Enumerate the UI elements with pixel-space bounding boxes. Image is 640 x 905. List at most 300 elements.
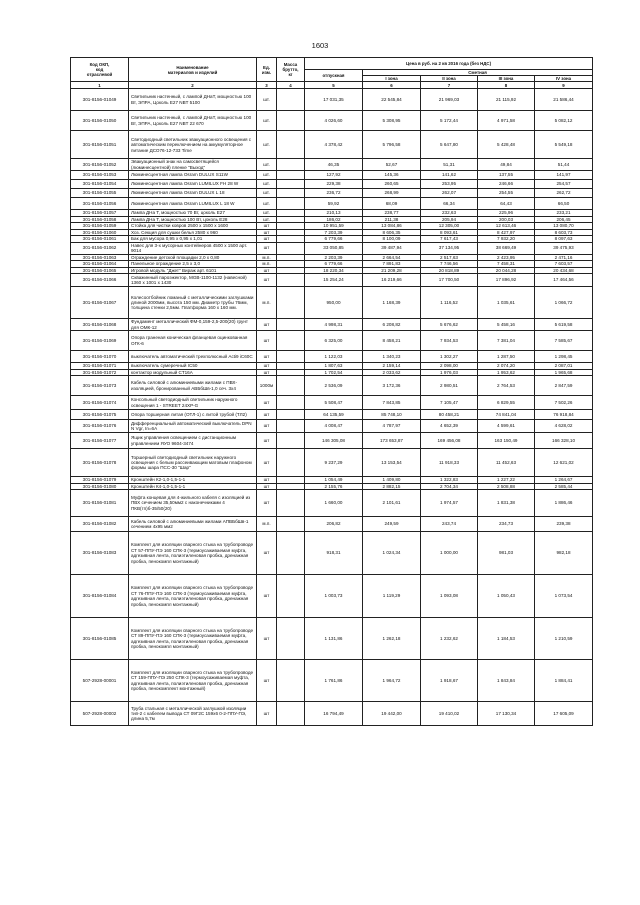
zone-4-price: 233,21: [535, 210, 593, 217]
item-mass: [277, 171, 305, 180]
zone-2-price: 1 093,08: [421, 575, 478, 618]
zone-1-price: 268,99: [363, 189, 421, 198]
item-name: Игровой модуль "Джет" Вираж арт. 6101: [129, 267, 257, 274]
item-unit: шт: [257, 702, 277, 726]
zone-3-price: 2 764,53: [478, 376, 535, 396]
zone-2-price: 37 134,95: [421, 242, 478, 254]
item-code: 301-8156-01076: [71, 420, 129, 433]
table-row: [71, 189, 593, 198]
zone-4-price: 51,44: [535, 159, 593, 171]
table-row: [71, 287, 593, 319]
zone-4-price: 13 080,70: [535, 223, 593, 230]
release-price: 236,72: [305, 189, 363, 198]
zone-4-price: 7 502,26: [535, 396, 593, 410]
item-name: Панельное ограждение 2,5 х 3,0: [129, 261, 257, 268]
table-row: [71, 702, 593, 726]
item-unit: шт.: [257, 111, 277, 131]
item-code: 301-8156-01080: [71, 483, 129, 490]
column-number: 9: [535, 82, 593, 89]
zone-2-price: 1 000,00: [421, 532, 478, 575]
release-price: 1 122,03: [305, 351, 363, 363]
zone-1-price: 13 084,86: [363, 223, 421, 230]
zone-2-price: 19 410,02: [421, 702, 478, 726]
table-row: [71, 490, 593, 517]
item-code: 301-8156-01049: [71, 89, 129, 111]
zone-4-price: 39 475,93: [535, 242, 593, 254]
zone-3-price: 254,55: [478, 189, 535, 198]
zone-4-price: 8 097,63: [535, 236, 593, 243]
zone-3-price: 12 613,46: [478, 223, 535, 230]
item-unit: шт.: [257, 216, 277, 223]
table-row: [71, 198, 593, 210]
zone-3-price: 5 458,16: [478, 319, 535, 331]
item-unit: шт: [257, 618, 277, 660]
zone-4-price: 5 082,12: [535, 111, 593, 131]
zone-4-price: 17 464,56: [535, 274, 593, 287]
item-name: Опора торшерная литая (ОТЛ-1) с литой трубой (ТЛ2): [129, 410, 257, 420]
table-row: [71, 575, 593, 618]
item-code: 301-8156-01083: [71, 532, 129, 575]
release-price: 1 054,49: [305, 477, 363, 484]
zone-4-price: 206,45: [535, 216, 593, 223]
item-name: Кабель силовой с алюминиевыми жилами АПВБбШв-1 сечением 4х95 мм2: [129, 517, 257, 532]
zone-3-price: 7 458,31: [478, 261, 535, 268]
zone-1-price: 8 100,09: [363, 236, 421, 243]
item-name: Консольный светодиодный светильник наружного освещения 1 - STREET 24XP-G: [129, 396, 257, 410]
zone-1-price: 238,77: [363, 210, 421, 217]
zone-3-price: 200,03: [478, 216, 535, 223]
zone-3-price: 21 115,92: [478, 89, 535, 111]
zone-1-price: 85 748,10: [363, 410, 421, 420]
item-mass: [277, 331, 305, 351]
item-mass: [277, 319, 305, 331]
zone-2-price: 1 322,83: [421, 477, 478, 484]
table-row: [71, 618, 593, 660]
table-row: [71, 420, 593, 433]
item-unit: шт.: [257, 189, 277, 198]
item-name: Люминесцентная лампа Osram DULUX S11W: [129, 171, 257, 180]
item-unit: шт: [257, 242, 277, 254]
item-code: 301-8156-01070: [71, 351, 129, 363]
item-mass: [277, 159, 305, 171]
zone-2-price: 80 458,21: [421, 410, 478, 420]
zone-2-price: 7 105,47: [421, 396, 478, 410]
zone-2-price: 2 980,51: [421, 376, 478, 396]
table-row: [71, 261, 593, 268]
release-price: 2 536,09: [305, 376, 363, 396]
zone-4-price: 2 585,44: [535, 483, 593, 490]
zone-1-price: 5 308,95: [363, 111, 421, 131]
item-name: контактор модульный CT16A: [129, 369, 257, 376]
zone-1-price: 145,36: [363, 171, 421, 180]
item-mass: [277, 517, 305, 532]
zone-2-price: 17 700,50: [421, 274, 478, 287]
zone-4-price: 1 884,41: [535, 660, 593, 702]
release-price: 146 305,08: [305, 433, 363, 449]
table-row: [71, 331, 593, 351]
zone-3-price: 11 452,63: [478, 449, 535, 477]
table-row: [71, 242, 593, 254]
item-mass: [277, 376, 305, 396]
release-price: 9 237,29: [305, 449, 363, 477]
zone-3-price: 20 044,28: [478, 267, 535, 274]
zone-1-price: 7 891,83: [363, 261, 421, 268]
zone-3-price: 6 829,55: [478, 396, 535, 410]
item-unit: шт: [257, 369, 277, 376]
item-unit: шт.: [257, 171, 277, 180]
table-row: [71, 171, 593, 180]
item-name: Комплект для изоляции сварного стыка на трубопроводе СТ 57-ППУ-ПЭ 160 СПК-3 (термоусаживаемая муфта, адгезивная лента, полиэтиленовая пробка, дренажная пробка, пенокомпл монтажный): [129, 532, 257, 575]
table-row: [71, 319, 593, 331]
release-price: 46,35: [305, 159, 363, 171]
zone-3-price: 4 971,58: [478, 111, 535, 131]
item-unit: шт.: [257, 159, 277, 171]
item-unit: шт: [257, 410, 277, 420]
table-row: [71, 449, 593, 477]
release-price: 1 702,54: [305, 369, 363, 376]
zone-2-price: 7 934,53: [421, 331, 478, 351]
zone-2-price: 1 918,67: [421, 660, 478, 702]
item-code: 301-8156-01081: [71, 490, 129, 517]
release-price: 33 050,85: [305, 242, 363, 254]
item-unit: м.п.: [257, 254, 277, 261]
item-code: 507-2928-00001: [71, 660, 129, 702]
item-unit: шт.: [257, 198, 277, 210]
item-mass: [277, 410, 305, 420]
item-code: 301-8156-01058: [71, 216, 129, 223]
zone-1-price: 1 964,72: [363, 660, 421, 702]
zone-1-price: 2 033,62: [363, 369, 421, 376]
item-name: Люминесцентная лампа Osram DULUX L 18: [129, 189, 257, 198]
item-name: Труба стальная с металлической заглушкой изоляции тип-2 с кабелем вывода СТ 09Г2С 159х6 0-2-ППУ-ПЭ, длина 5,7м: [129, 702, 257, 726]
zone-3-price: 234,73: [478, 517, 535, 532]
item-code: 301-8156-01064: [71, 261, 129, 268]
zone-3-price: 17 896,92: [478, 274, 535, 287]
item-mass: [277, 131, 305, 159]
table-row: [71, 376, 593, 396]
zone-4-price: 7 603,57: [535, 261, 593, 268]
zone-3-price: 2 508,88: [478, 483, 535, 490]
item-unit: м.п.: [257, 517, 277, 532]
zone-4-price: 2 087,01: [535, 363, 593, 370]
zone-4-price: 21 586,44: [535, 89, 593, 111]
zone-2-price: 1 116,52: [421, 287, 478, 319]
release-price: 4 026,60: [305, 111, 363, 131]
release-price: 7 203,39: [305, 229, 363, 236]
column-number: 7: [421, 82, 478, 89]
column-number: 5: [305, 82, 363, 89]
zone-3-price: 1 227,22: [478, 477, 535, 484]
zone-2-price: 5 172,44: [421, 111, 478, 131]
item-unit: шт.: [257, 210, 277, 217]
table-row: [71, 89, 593, 111]
zone-2-price: 20 818,89: [421, 267, 478, 274]
table-row: [71, 369, 593, 376]
zone-4-price: 1 965,68: [535, 369, 593, 376]
item-code: 301-8156-01050: [71, 111, 129, 131]
zone-1-price: 52,67: [363, 159, 421, 171]
zone-2-price: 2 517,63: [421, 254, 478, 261]
item-mass: [277, 274, 305, 287]
item-code: 301-8156-01079: [71, 477, 129, 484]
column-number: 6: [363, 82, 421, 89]
item-unit: шт: [257, 532, 277, 575]
item-name: выключатель сумеречный IC50: [129, 363, 257, 370]
zone-4-price: 7 585,67: [535, 331, 593, 351]
item-code: 301-8156-01060: [71, 229, 129, 236]
zone-3-price: 74 841,04: [478, 410, 535, 420]
zone-1-price: 6 208,82: [363, 319, 421, 331]
release-price: 229,38: [305, 180, 363, 189]
zone-1-price: 8 458,21: [363, 331, 421, 351]
zone-4-price: 262,72: [535, 189, 593, 198]
release-price: 6 779,66: [305, 236, 363, 243]
release-price: 1 807,63: [305, 363, 363, 370]
zone-2-price: 66,34: [421, 198, 478, 210]
release-price: 15 254,24: [305, 274, 363, 287]
release-price: 2 155,76: [305, 483, 363, 490]
item-name: Навес для 3-х мусорных контейнеров 4500 х 1500 арт. 9014: [129, 242, 257, 254]
item-mass: [277, 532, 305, 575]
zone-3-price: 17 130,34: [478, 702, 535, 726]
zone-4-price: 76 918,84: [535, 410, 593, 420]
zone-3-price: 1 831,38: [478, 490, 535, 517]
zone-1-price: 7 843,85: [363, 396, 421, 410]
item-name: Кронштейн К2-1,0-1,5-1-1: [129, 477, 257, 484]
item-name: Эвакуационный знак на самосветящейся (люминесцентной) пленке "Выход": [129, 159, 257, 171]
zone-4-price: 1 264,67: [535, 477, 593, 484]
zone-3-price: 246,66: [478, 180, 535, 189]
zone-2-price: 2 704,34: [421, 483, 478, 490]
item-mass: [277, 287, 305, 319]
item-unit: шт: [257, 363, 277, 370]
zone-1-price: 1 168,39: [363, 287, 421, 319]
zone-2-price: 1 302,27: [421, 351, 478, 363]
zone-3-price: 1 050,43: [478, 575, 535, 618]
item-code: 301-8156-01068: [71, 319, 129, 331]
item-unit: шт: [257, 420, 277, 433]
item-code: 301-8156-01082: [71, 517, 129, 532]
zone-4-price: 20 434,68: [535, 267, 593, 274]
item-code: 301-8156-01053: [71, 171, 129, 180]
table-row: [71, 483, 593, 490]
zone-1-price: 260,65: [363, 180, 421, 189]
item-name: Стойка для чистки ковров 2500 х 1500 х 1600: [129, 223, 257, 230]
release-price: 17 031,35: [305, 89, 363, 111]
zone-2-price: 2 098,00: [421, 363, 478, 370]
item-name: Комплект для изоляции сварного стыка на трубопроводе СТ 76-ППУ-ПЭ 160 СПК-3 (термоусаживаемая муфта, адгезивная лента, полиэтиленовая пробка, дренажная пробка, пенокомпл монтажный): [129, 575, 257, 618]
release-price: 127,92: [305, 171, 363, 180]
zone-2-price: 253,95: [421, 180, 478, 189]
item-code: 301-8156-01078: [71, 449, 129, 477]
item-unit: шт: [257, 483, 277, 490]
zone-1-price: 1 340,23: [363, 351, 421, 363]
zone-1-price: 22 545,84: [363, 89, 421, 111]
zone-1-price: 4 787,97: [363, 420, 421, 433]
header-name: Наименование материалов и изделий: [129, 58, 257, 82]
item-unit: шт: [257, 449, 277, 477]
zone-4-price: 4 628,02: [535, 420, 593, 433]
release-price: 918,31: [305, 532, 363, 575]
zone-1-price: 249,59: [363, 517, 421, 532]
item-code: 301-8156-01067: [71, 287, 129, 319]
zone-2-price: 51,31: [421, 159, 478, 171]
zone-4-price: 5 619,58: [535, 319, 593, 331]
header-estimate-price: Сметная: [363, 70, 593, 76]
item-name: Торшерный светодиодный светильник наружного освещения с белым рассеивающим матовым плафоном формы шара ПСС-30 "Шар": [129, 449, 257, 477]
table-row: [71, 254, 593, 261]
header-unit: Ед. изм.: [257, 58, 277, 82]
table-row: [71, 267, 593, 274]
release-price: 4 998,31: [305, 319, 363, 331]
zone-4-price: 17 605,09: [535, 702, 593, 726]
item-mass: [277, 618, 305, 660]
release-price: 5 508,47: [305, 396, 363, 410]
item-unit: шт: [257, 274, 277, 287]
zone-4-price: 66,50: [535, 198, 593, 210]
item-unit: шт: [257, 575, 277, 618]
item-mass: [277, 433, 305, 449]
item-mass: [277, 420, 305, 433]
zone-1-price: 173 653,87: [363, 433, 421, 449]
table-row: [71, 351, 593, 363]
item-unit: м.п.: [257, 261, 277, 268]
zone-3-price: 49,84: [478, 159, 535, 171]
zone-3-price: 38 669,49: [478, 242, 535, 254]
item-unit: шт: [257, 660, 277, 702]
zone-1-price: 16 219,66: [363, 274, 421, 287]
zone-3-price: 225,96: [478, 210, 535, 217]
item-code: 301-8156-01057: [71, 210, 129, 217]
item-code: 301-8156-01065: [71, 267, 129, 274]
zone-2-price: 1 974,57: [421, 490, 478, 517]
item-code: 301-8156-01072: [71, 369, 129, 376]
release-price: 1 660,00: [305, 490, 363, 517]
item-unit: шт: [257, 319, 277, 331]
release-price: 10 951,59: [305, 223, 363, 230]
item-name: Ограждение детской площадки 2,0 х 0,80: [129, 254, 257, 261]
header-mass: Масса брутто, кг: [277, 58, 305, 82]
table-row: [71, 180, 593, 189]
zone-2-price: 169 456,08: [421, 433, 478, 449]
zone-1-price: 3 172,36: [363, 376, 421, 396]
zone-4-price: 2 471,16: [535, 254, 593, 261]
column-number: 8: [478, 82, 535, 89]
header-code: Код ОКП, код отраслевой: [71, 58, 129, 82]
zone-2-price: 5 676,62: [421, 319, 478, 331]
release-price: 18 220,34: [305, 267, 363, 274]
zone-2-price: 4 652,39: [421, 420, 478, 433]
release-price: 1 761,86: [305, 660, 363, 702]
zone-1-price: 2 159,14: [363, 363, 421, 370]
zone-3-price: 7 381,04: [478, 331, 535, 351]
zone-2-price: 243,74: [421, 517, 478, 532]
item-code: 301-8156-01052: [71, 159, 129, 171]
zone-3-price: 163 150,49: [478, 433, 535, 449]
zone-4-price: 1 073,54: [535, 575, 593, 618]
page-number: 1603: [311, 41, 329, 50]
item-name: Светодиодный светильник эвакуационного освещения с автоматическим переключением на аккумуляторное питание ДСО76-12-733 Time: [129, 131, 257, 159]
item-name: выключатель автоматический трехполюсный Acti9 iC60C: [129, 351, 257, 363]
zone-1-price: 2 664,54: [363, 254, 421, 261]
item-mass: [277, 189, 305, 198]
item-code: 301-8156-01051: [71, 131, 129, 159]
item-name: Светильник настенный, с лампой ДНаТ, мощностью 100 Вт, ЭПРА, Цоколь E27 NBT 22 670: [129, 111, 257, 131]
item-mass: [277, 180, 305, 189]
table-row: [71, 223, 593, 230]
zone-4-price: 254,57: [535, 180, 593, 189]
item-name: Люминесцентная лампа Osram LUMILUX L 18 W: [129, 198, 257, 210]
item-mass: [277, 351, 305, 363]
table-row: [71, 159, 593, 171]
table-body: [71, 89, 593, 726]
item-name: Светильник настенный, с лампой ДНаТ, мощностью 100 Вт, ЭПРА, Цоколь E27 NBT 5100: [129, 89, 257, 111]
table-row: [71, 410, 593, 420]
zone-3-price: 8 427,97: [478, 229, 535, 236]
zone-2-price: 11 918,33: [421, 449, 478, 477]
zone-1-price: 5 796,58: [363, 131, 421, 159]
item-code: 301-8156-01074: [71, 396, 129, 410]
zone-4-price: 1 066,72: [535, 287, 593, 319]
header-zone-1: I зона: [363, 76, 421, 82]
table-header: [71, 58, 593, 89]
item-name: Фундамент металлический ФМ-0,159-2,5-200(20) грунт для ОМК-12: [129, 319, 257, 331]
zone-3-price: 2 074,20: [478, 363, 535, 370]
item-code: 301-8156-01084: [71, 575, 129, 618]
item-mass: [277, 242, 305, 254]
zone-2-price: 7 617,43: [421, 236, 478, 243]
zone-2-price: 205,94: [421, 216, 478, 223]
zone-1-price: 39 487,94: [363, 242, 421, 254]
zone-4-price: 239,38: [535, 517, 593, 532]
column-numbers-row: [71, 82, 593, 89]
zone-2-price: 5 647,80: [421, 131, 478, 159]
item-unit: м.п.: [257, 287, 277, 319]
zone-1-price: 1 119,29: [363, 575, 421, 618]
zone-3-price: 1 843,84: [478, 660, 535, 702]
release-price: 6 779,66: [305, 261, 363, 268]
table-row: [71, 477, 593, 484]
release-price: 6 325,00: [305, 331, 363, 351]
zone-1-price: 21 209,28: [363, 267, 421, 274]
release-price: 186,02: [305, 216, 363, 223]
zone-2-price: 1 976,03: [421, 369, 478, 376]
header-zone-3: III зона: [478, 76, 535, 82]
zone-4-price: 1 886,46: [535, 490, 593, 517]
item-name: Люминесцентная лампа Osram LUMILUX FH 28 W: [129, 180, 257, 189]
zone-4-price: 1 210,59: [535, 618, 593, 660]
zone-1-price: 8 606,35: [363, 229, 421, 236]
item-code: 301-8156-01056: [71, 198, 129, 210]
price-table: [70, 57, 593, 726]
header-release-price: отпускная: [305, 70, 363, 82]
item-code: 301-8156-01069: [71, 331, 129, 351]
item-unit: шт: [257, 229, 277, 236]
item-name: Кронштейн К4-1,0-1,5-1-1: [129, 483, 257, 490]
item-mass: [277, 575, 305, 618]
item-code: 301-8156-01066: [71, 274, 129, 287]
zone-3-price: 5 428,48: [478, 131, 535, 159]
item-mass: [277, 198, 305, 210]
zone-3-price: 1 287,50: [478, 351, 535, 363]
zone-4-price: 12 621,02: [535, 449, 593, 477]
zone-2-price: 8 093,61: [421, 229, 478, 236]
column-number: 3: [257, 82, 277, 89]
item-code: 301-8156-01071: [71, 363, 129, 370]
release-price: 1 003,73: [305, 575, 363, 618]
zone-3-price: 4 599,61: [478, 420, 535, 433]
release-price: 206,82: [305, 517, 363, 532]
